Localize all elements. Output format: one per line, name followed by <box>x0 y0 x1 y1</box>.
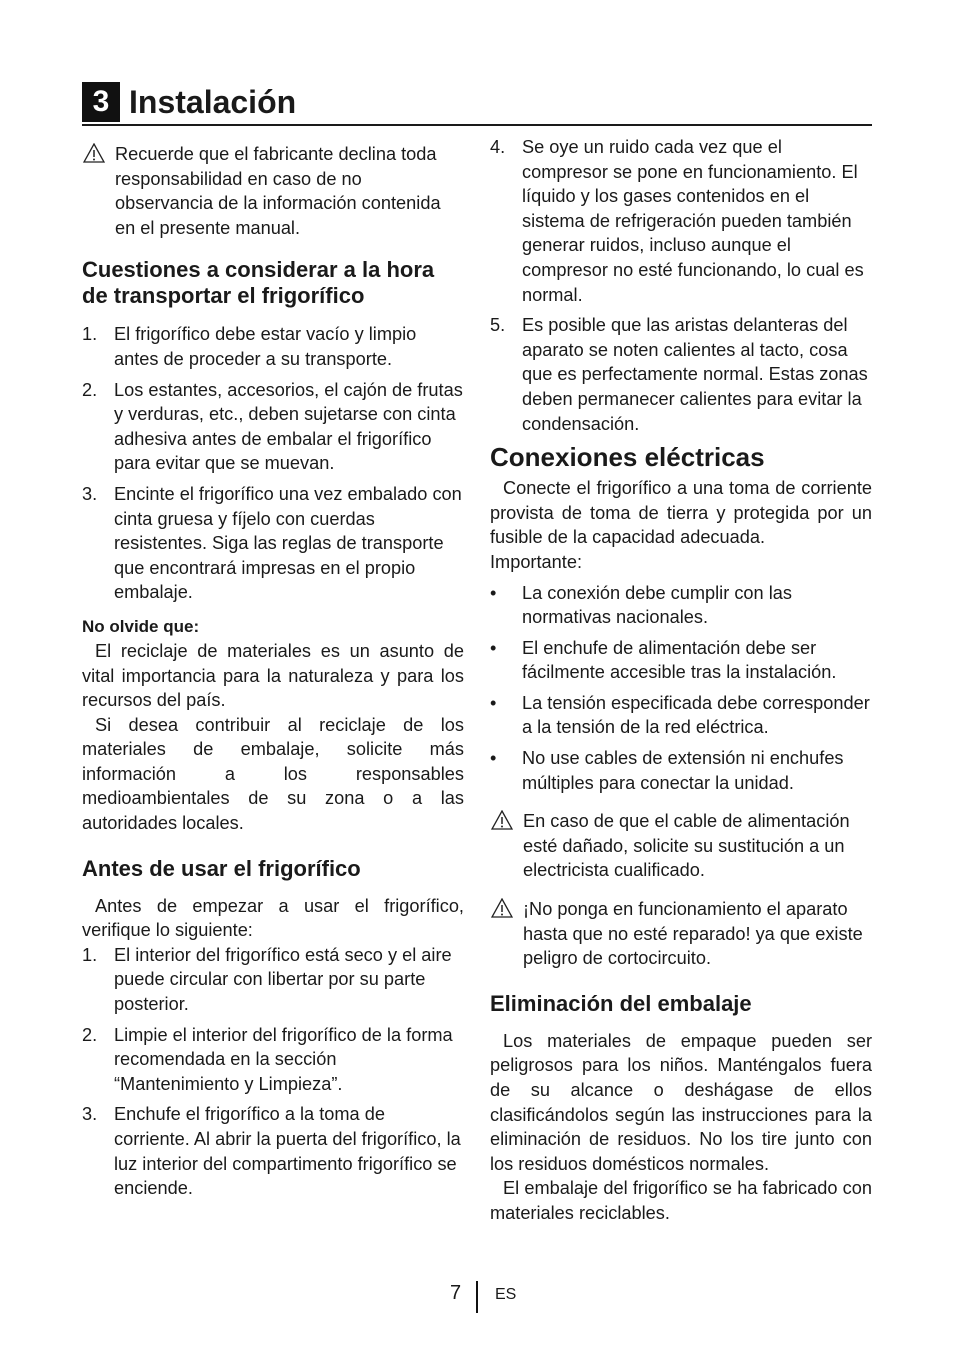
bullet-item <box>490 636 872 685</box>
warning-note <box>490 897 872 971</box>
before-use-heading: Antes de usar el frigorífico <box>82 855 361 881</box>
item-text: El frigorífico debe estar vacío y limpio antes de proceder a su transporte. <box>114 324 417 369</box>
list-item <box>490 313 872 436</box>
before-use-list <box>82 943 464 1201</box>
disposal-heading: Eliminación del embalaje <box>490 990 752 1016</box>
warning-icon <box>83 143 105 163</box>
transport-heading: Cuestiones a considerar a la hora de transportar el frigorífico <box>82 257 435 309</box>
item-text: Se oye un ruido cada vez que el compresor se pone en funcionamiento. El líquido y los gases contenidos en el sistema de refrigeración pueden también generar ruidos, incluso aunque el compresor no esté funcionando, lo cual es normal. <box>522 137 864 305</box>
dont-forget-paragraph-2: Si desea contribuir al reciclaje de los materiales de embalaje, solicite más información a los responsables medioambientales de su zona o a las autoridades locales. <box>82 714 464 834</box>
electrical-heading: Conexiones eléctricas <box>490 442 765 473</box>
item-number: 1. <box>82 944 98 965</box>
section-number: 3 <box>82 82 120 122</box>
section-title: Instalación <box>129 84 297 120</box>
right-column <box>490 135 872 1226</box>
left-column <box>82 142 464 1207</box>
item-number: 5. <box>490 315 506 336</box>
dont-forget-label: No olvide que: <box>82 616 200 636</box>
list-item <box>490 135 872 307</box>
bullet-mark: • <box>490 692 497 713</box>
bullet-mark: • <box>490 582 497 603</box>
warning-note <box>82 142 464 240</box>
warning-icon <box>491 810 513 830</box>
dont-forget-paragraph-1: El reciclaje de materiales es un asunto de vital importancia para la naturaleza y para los recursos del país. <box>82 640 464 711</box>
item-number: 3. <box>82 483 98 504</box>
warning-text: ¡No ponga en funcionamiento el aparato hasta que no esté reparado! ya que existe peligro de cortocircuito. <box>523 899 863 969</box>
item-text: Enchufe el frigorífico a la toma de corriente. Al abrir la puerta del frigorífico, la luz interior del compartimento frigorífico se enciende. <box>114 1104 461 1199</box>
item-number: 1. <box>82 324 98 345</box>
warning-note <box>490 809 872 883</box>
bullet-item <box>490 746 872 795</box>
list-item <box>82 322 464 371</box>
continued-list <box>490 135 872 436</box>
warning-text: En caso de que el cable de alimentación esté dañado, solicite su sustitución a un electricista cualificado. <box>523 811 850 881</box>
electrical-intro: Conecte el frigorífico a una toma de corriente provista de toma de tierra y protegida por un fusible de la capacidad adecuada. <box>490 478 872 548</box>
item-text: Limpie el interior del frigorífico de la forma recomendada en la sección “Mantenimiento y Limpieza”. <box>114 1024 453 1094</box>
language-code: ES <box>495 1286 517 1303</box>
item-number: 2. <box>82 379 98 400</box>
electrical-bullets <box>490 581 872 796</box>
item-text: El interior del frigorífico está seco y el aire puede circular con libertar por su parte posterior. <box>114 944 452 1015</box>
bullet-mark: • <box>490 748 497 769</box>
page-number: 7 <box>450 1282 462 1304</box>
list-item <box>82 1023 464 1097</box>
item-number: 2. <box>82 1024 98 1045</box>
warning-text: Recuerde que el fabricante declina toda responsabilidad en caso de no observancia de la información contenida en el presente manual. <box>115 144 441 238</box>
item-number: 4. <box>490 137 506 157</box>
item-text: Es posible que las aristas delanteras del aparato se noten calientes al tacto, cosa que es perfectamente normal. Estas zonas deben permanecer calientes para evitar la condensación. <box>522 315 868 434</box>
bullet-text: No use cables de extensión ni enchufes múltiples para conectar la unidad. <box>522 748 844 793</box>
bullet-text: La tensión especificada debe corresponder a la tensión de la red eléctrica. <box>522 692 870 738</box>
bullet-item <box>490 691 872 740</box>
item-number: 3. <box>82 1104 98 1125</box>
transport-list <box>82 322 464 605</box>
important-label: Importante: <box>490 551 582 572</box>
bullet-mark: • <box>490 637 497 658</box>
footer-divider <box>476 1281 478 1313</box>
item-text: Encinte el frigorífico una vez embalado con cinta gruesa y fíjelo con cuerdas resistentes. Siga las reglas de transporte que encontrará impresas en el propio embalaje. <box>114 483 462 603</box>
list-item <box>82 482 464 605</box>
bullet-item <box>490 581 872 630</box>
bullet-text: El enchufe de alimentación debe ser fácilmente accesible tras la instalación. <box>522 637 837 683</box>
disposal-paragraph-2: El embalaje del frigorífico se ha fabricado con materiales reciclables. <box>490 1178 872 1223</box>
list-item <box>82 1102 464 1200</box>
list-item <box>82 943 464 1017</box>
disposal-paragraph-1: Los materiales de empaque pueden ser peligrosos para los niños. Manténgalos fuera de su alcance o deshágase de ellos clasificándolos según las instrucciones para la eliminación de residuos. No los tire junto con los residuos domésticos normales. <box>490 1030 872 1174</box>
bullet-text: La conexión debe cumplir con las normativas nacionales. <box>522 582 792 628</box>
warning-icon <box>491 898 513 918</box>
section-header <box>82 82 872 126</box>
list-item <box>82 378 464 476</box>
item-text: Los estantes, accesorios, el cajón de frutas y verduras, etc., deben sujetarse con cinta adhesiva antes de embalar el frigorífico para evitar que se muevan. <box>114 379 463 474</box>
before-use-intro: Antes de empezar a usar el frigorífico, verifique lo siguiente: <box>82 895 464 941</box>
